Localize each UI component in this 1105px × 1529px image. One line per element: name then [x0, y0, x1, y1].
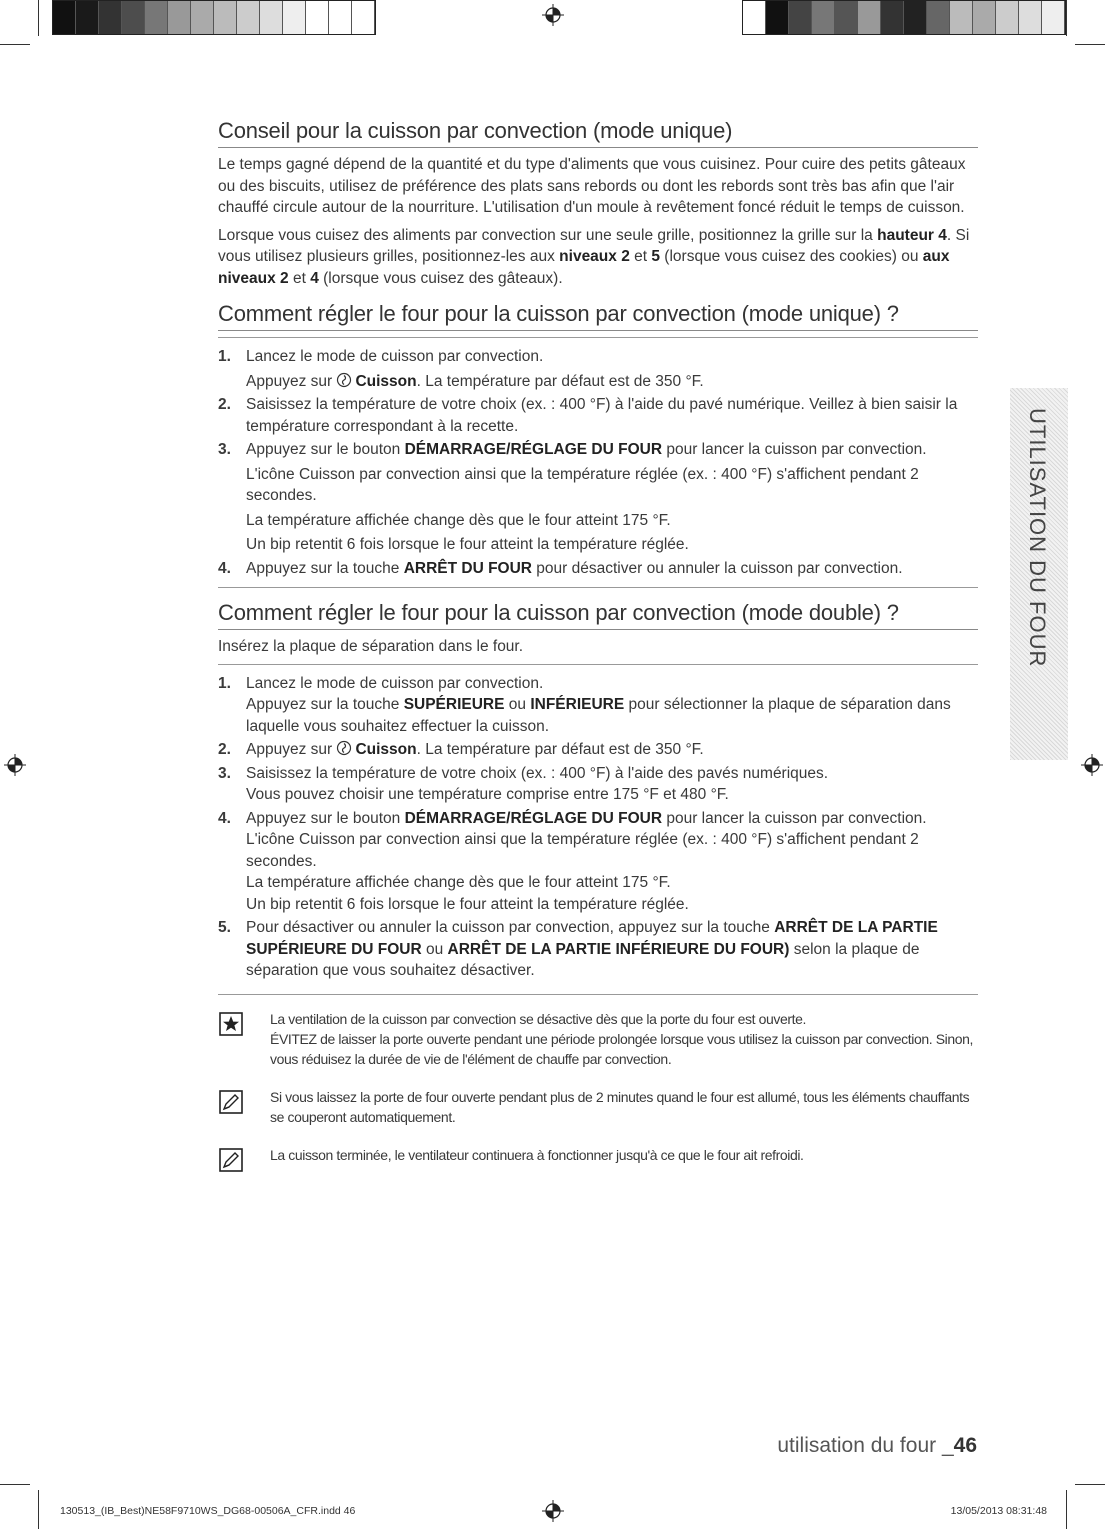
crop-mark	[1066, 0, 1067, 36]
section-title: Comment régler le four pour la cuisson par convection (mode double) ?	[218, 600, 978, 630]
list-item: 2. Saisissez la température de votre choix (ex. : 400 °F) à l'aide du pavé numérique. Veillez à bien saisir la température correspondant à la recette.	[218, 396, 958, 435]
paragraph: Lorsque vous cuisez des aliments par convection sur une seule grille, positionnez la grille sur la hauteur 4. Si vous utilisez plusieurs grilles, positionnez-les aux niveaux 2 et 5 (lorsque vous cuisez des cookies) ou aux niveaux 2 et 4 (lorsque vous cuisez des gâteaux).	[218, 226, 970, 287]
list-item: 5. Pour désactiver ou annuler la cuisson par convection, appuyez sur la touche ARRÊT DE LA PARTIE SUPÉRIEURE DU FOUR ou ARRÊT DE LA PARTIE INFÉRIEURE DU FOUR) selon la plaque de séparation que vous souhaitez désactiver.	[218, 919, 938, 979]
color-bar-right	[742, 0, 1066, 35]
convection-icon	[336, 372, 352, 388]
print-slug-date: 13/05/2013 08:31:48	[950, 1505, 1047, 1517]
notes	[218, 994, 978, 1165]
section-intro: Insérez la plaque de séparation dans le four.	[218, 636, 978, 665]
color-bar-left	[52, 0, 376, 35]
crop-mark	[38, 0, 39, 36]
print-slug-file: 130513_(IB_Best)NE58F9710WS_DG68-00506A_CFR.indd 46	[60, 1505, 356, 1517]
list-item: 3. Appuyez sur le bouton DÉMARRAGE/RÉGLAGE DU FOUR pour lancer la cuisson par convection. L'icône Cuisson par convection ainsi que la température réglée (ex. : 400 °F) s'affichent pendant 2 secondes. La température affichée change dès que le four atteint 175 °F. Un bip retentit 6 fois lorsque le four atteint la température réglée.	[218, 441, 927, 553]
step-list	[218, 673, 978, 982]
convection-icon	[336, 740, 352, 756]
section-convection-tips	[218, 118, 978, 289]
caution-note: La ventilation de la cuisson par convection se désactive dès que la porte du four est ouverte. ÉVITEZ de laisser la porte ouverte pendant une période prolongée lorsque vous utilisez la cuisson par convection. Sinon, vous réduisez la durée de vie de l'élément de chauffe par convection.	[218, 1009, 978, 1069]
crop-mark	[1066, 1490, 1067, 1529]
list-item: 4. Appuyez sur le bouton DÉMARRAGE/RÉGLAGE DU FOUR pour lancer la cuisson par convection. L'icône Cuisson par convection ainsi que la température réglée (ex. : 400 °F) s'affichent pendant 2 secondes. La température affichée change dès que le four atteint 175 °F. Un bip retentit 6 fois lorsque le four atteint la température réglée.	[218, 809, 927, 913]
chapter-tab	[1010, 388, 1068, 760]
list-item: 2. Appuyez sur Cuisson. La température par défaut est de 350 °F.	[218, 741, 704, 758]
info-note: La cuisson terminée, le ventilateur continuera à fonctionner jusqu'à ce que le four ait refroidi.	[218, 1145, 978, 1165]
registration-mark-icon	[542, 4, 564, 26]
info-note: Si vous laissez la porte de four ouverte pendant plus de 2 minutes quand le four est allumé, tous les éléments chauffants se couperont automatiquement.	[218, 1087, 978, 1127]
crop-mark	[0, 1484, 30, 1485]
section-title: Conseil pour la cuisson par convection (mode unique)	[218, 118, 978, 148]
crop-mark	[1075, 44, 1105, 45]
list-item: 3. Saisissez la température de votre choix (ex. : 400 °F) à l'aide des pavés numériques. Vous pouvez choisir une température comprise entre 175 °F et 480 °F.	[218, 764, 829, 803]
crop-mark	[38, 1490, 39, 1529]
crop-mark	[1075, 1484, 1105, 1485]
chapter-tab-label: UTILISATION DU FOUR	[1025, 408, 1050, 668]
list-item: 1. Lancez le mode de cuisson par convection. Appuyez sur la touche SUPÉRIEURE ou INFÉRIEURE pour sélectionner la plaque de séparation dans laquelle vous souhaitez effectuer la cuisson.	[218, 674, 951, 735]
section-title: Comment régler le four pour la cuisson par convection (mode unique) ?	[218, 301, 978, 331]
registration-mark-icon	[4, 754, 26, 776]
crop-mark	[0, 44, 30, 45]
registration-mark-icon	[1081, 754, 1103, 776]
section-double-mode	[218, 600, 978, 982]
list-item: 1. Lancez le mode de cuisson par convection. Appuyez sur Cuisson. La température par défaut est de 350 °F.	[218, 348, 704, 390]
note-pencil-icon	[218, 1147, 244, 1173]
page-content	[218, 118, 978, 1183]
registration-mark-icon	[542, 1500, 564, 1522]
section-single-mode	[218, 301, 978, 588]
step-list	[218, 346, 978, 579]
paragraph: Le temps gagné dépend de la quantité et du type d'aliments que vous cuisinez. Pour cuire des petits gâteaux ou des biscuits, utilisez de préférence des plats sans rebords ou dont les rebords sont très bas afin que l'air chauffé circule autour de la nourriture. L'utilisation d'un moule à revêtement foncé réduit le temps de cuisson.	[218, 156, 966, 216]
note-pencil-icon	[218, 1089, 244, 1115]
page-footer: utilisation du four _46	[777, 1434, 977, 1457]
star-caution-icon	[218, 1011, 244, 1037]
list-item: 4. Appuyez sur la touche ARRÊT DU FOUR pour désactiver ou annuler la cuisson par convection.	[218, 559, 903, 577]
